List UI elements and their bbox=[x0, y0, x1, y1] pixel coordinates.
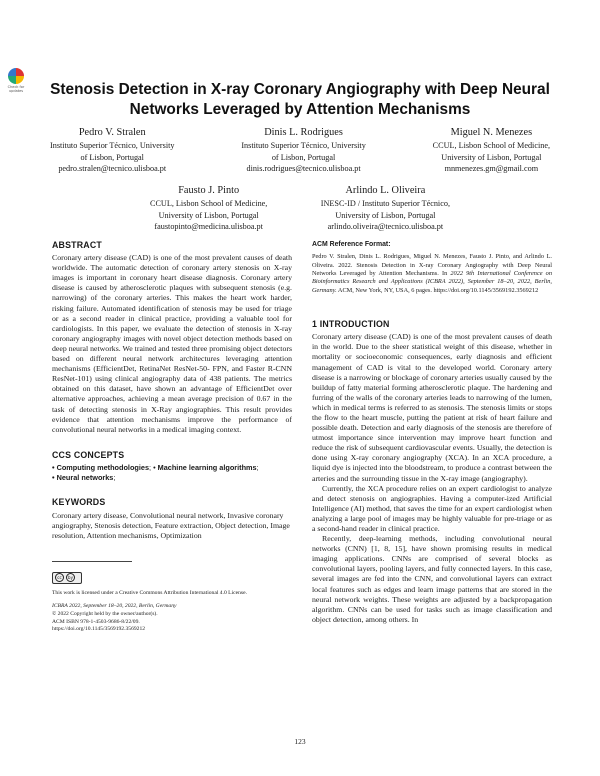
license-text: This work is licensed under a Creative Commons Attribution International 4.0 License. bbox=[52, 589, 247, 596]
left-column bbox=[52, 240, 292, 634]
ccs-term: Machine learning algorithms bbox=[157, 462, 257, 472]
ccs-concepts: • Computing methodologies; • Machine learning algorithms; • Neural networks; bbox=[52, 462, 259, 482]
author-affiliation: Instituto Superior Técnico, University bbox=[241, 141, 366, 150]
author-affiliation: University of Lisbon, Portugal bbox=[158, 210, 259, 220]
keywords-text: Coronary artery disease, Convolutional neural network, Invasive coronary angiography, Stenosis detection, Feature extraction, Object detection, Image resolution, Attention mechanisms, Optimization bbox=[52, 510, 290, 540]
ccs-term: • Computing methodologies bbox=[52, 462, 150, 472]
author-name: Pedro V. Stralen bbox=[78, 127, 146, 138]
crossmark-icon bbox=[8, 68, 24, 84]
author-name: Dinis L. Rodrigues bbox=[264, 127, 343, 138]
conference-line: ICBRA 2022, September 18–20, 2022, Berlin, Germany bbox=[52, 603, 177, 610]
check-for-updates-badge[interactable] bbox=[4, 68, 28, 98]
author-block bbox=[50, 126, 174, 175]
author-affiliation: INESC-ID / Instituto Superior Técnico, bbox=[320, 199, 450, 208]
footnote-divider bbox=[52, 561, 132, 562]
intro-paragraph: Recently, deep-learning methods, including convolutional neural networks (CNN) [1, 8, 15], have shown promising results in medical imaging applications. CNNs are comprised of several blocks as convolutional layers, pooling layers, and fully connected layers. In this case, several images are fed into the CNN, and convolutional layers can extract local features such as edges and learn image patterns that are stored in the neural network weights. These weights are adjusted by a backpropagation algorithm. CNNs can be used for tasks such as image classification and object detection, among others. In bbox=[312, 534, 552, 624]
author-block bbox=[433, 126, 550, 175]
author-block bbox=[241, 126, 365, 175]
ccs-heading: CCS CONCEPTS bbox=[52, 449, 125, 460]
author-affiliation: CCUL, Lisbon School of Medicine, bbox=[432, 141, 550, 150]
license-block bbox=[52, 590, 292, 634]
authors-row-1 bbox=[50, 126, 550, 175]
author-email[interactable]: arlindo.oliveira@tecnico.ulisboa.pt bbox=[327, 222, 444, 231]
cc-icon: cc bbox=[55, 573, 64, 582]
badge-label: Check for updates bbox=[7, 85, 25, 93]
author-affiliation: University of Lisbon, Portugal bbox=[335, 210, 436, 220]
isbn-line: ACM ISBN 978-1-4503-9686-8/22/09. bbox=[52, 618, 140, 625]
right-column bbox=[312, 240, 552, 625]
page-number: 123 bbox=[294, 737, 306, 746]
author-block bbox=[150, 184, 267, 233]
authors-row-2 bbox=[150, 184, 450, 233]
doi-link[interactable]: https://doi.org/10.1145/3569192.3569212 bbox=[52, 626, 146, 633]
creative-commons-icon[interactable] bbox=[52, 572, 82, 584]
author-name: Miguel N. Menezes bbox=[450, 127, 533, 138]
author-email[interactable]: pedro.stralen@tecnico.ulisboa.pt bbox=[58, 164, 167, 173]
author-affiliation: University of Lisbon, Portugal bbox=[441, 152, 542, 162]
author-email[interactable]: faustopinto@medicina.ulisboa.pt bbox=[154, 222, 263, 231]
author-block bbox=[321, 184, 450, 233]
by-icon: by bbox=[66, 573, 75, 582]
ccs-term: • Neural networks bbox=[52, 472, 114, 482]
keywords-heading: KEYWORDS bbox=[52, 497, 106, 508]
author-affiliation: of Lisbon, Portugal bbox=[80, 152, 144, 162]
acm-ref-heading: ACM Reference Format: bbox=[312, 241, 391, 248]
author-name: Arlindo L. Oliveira bbox=[345, 185, 426, 196]
intro-paragraph: Coronary artery disease (CAD) is one of the most prevalent causes of death in the world. Due to the sheer statistical weight of this disease, whether in mortality or socioeconomic consequences, early diagnosis and efficient management of CAD is vital to the developed world. Coronary artery disease is a narrowing or blockage of coronary arteries usually caused by the buildup of fatty material forming atherosclerotic plaque. The hardening and furring of the walls of the coronary arteries leads to narrowing of the lumen, which in medical terms is referred to as stenosis. The stenosis limits or stops the flow to the heart muscle, putting the patient at risk of heart failure and possible death. Detection and early diagnosis of the stenosis are therefore of utmost importance since intervention may improve heart function and reduce the risk of subsequent cardiovascular events. Usually, the detection is done using X-ray coronary angiography (XCA). In an XCA procedure, a liquid dye is injected into the bloodstream, to produce a contrast between the arteries and the surrounding tissue in the X-ray image (angiography). bbox=[312, 332, 552, 483]
author-email[interactable]: dinis.rodrigues@tecnico.ulisboa.pt bbox=[246, 164, 361, 173]
abstract-heading: ABSTRACT bbox=[52, 240, 102, 250]
copyright-line: © 2022 Copyright held by the owner/author(s). bbox=[52, 611, 158, 618]
paper-title: Stenosis Detection in X-ray Coronary Angiography with Deep Neural Networks Leveraged by Attention Mechanisms bbox=[50, 81, 550, 118]
author-affiliation: Instituto Superior Técnico, University bbox=[50, 141, 175, 150]
author-affiliation: CCUL, Lisbon School of Medicine, bbox=[150, 199, 268, 208]
acm-ref-text: Pedro V. Stralen, Dinis L. Rodrigues, Miguel N. Menezes, Fausto J. Pinto, and Arlindo L. Oliveira. 2022. Stenosis Detection in X-ray Coronary Angiography with Deep Neural Networks Leveraged by Attention Mechanisms. In 2022 9th International Conference on Bioinformatics Research and Applications (ICBRA 2022), September 18–20, 2022, Berlin, Germany. ACM, New York, NY, USA, 6 pages. https://doi.org/10.1145/3569192.3569212 bbox=[312, 253, 552, 294]
intro-paragraph: Currently, the XCA procedure relies on an expert cardiologist to analyze and detect stenosis on angiographies. Having a computer-ized Artificial Intelligence (AI) method, that saves the time for an expert cardiologist when analyzing a large pool of images may be highly valuable for pre-triage or as a second-hand reader in clinical practice. bbox=[312, 483, 552, 533]
author-name: Fausto J. Pinto bbox=[178, 185, 240, 196]
author-affiliation: of Lisbon, Portugal bbox=[271, 152, 336, 162]
author-email[interactable]: mnmenezes.gm@gmail.com bbox=[444, 164, 539, 173]
abstract-text: Coronary artery disease (CAD) is one of the most prevalent causes of death worldwide. The automatic detection of coronary artery stenosis on X-ray images is important in coronary heart disease diagnosis. Coronary artery disease is caused by atherosclerotic plaques with subsequent stenosis (e.g. narrowing) of the coronary arteries. This makes the heart work harder, risking failure. Automated identification of stenosis may be used for triage or as a second reader in clinical practice, providing a valuable tool for cardiologists. In this paper, we evaluate the detection of stenosis in X-ray coronary angiography images with novel object detection methods based on deep neural networks. We trained and tested three promising object detectors based on different neural network architectures leveraging attention mechanisms (EfficientDet, RetinaNet ResNet-50- FPN, and Faster R-CNN ResNet-101) using clinical angiography data of 438 patients. The metrics obtained on this dataset, have shown an advantage of EfficientDet over alternative approaches, achieving a mean average precision of 0.67 in the task of detecting stenosis in X-Ray angiographies. This result provides evidence that attention mechanisms improve the performance of convolutional neural networks in a medical imaging context. bbox=[52, 253, 292, 434]
introduction-heading: 1 INTRODUCTION bbox=[312, 319, 390, 330]
